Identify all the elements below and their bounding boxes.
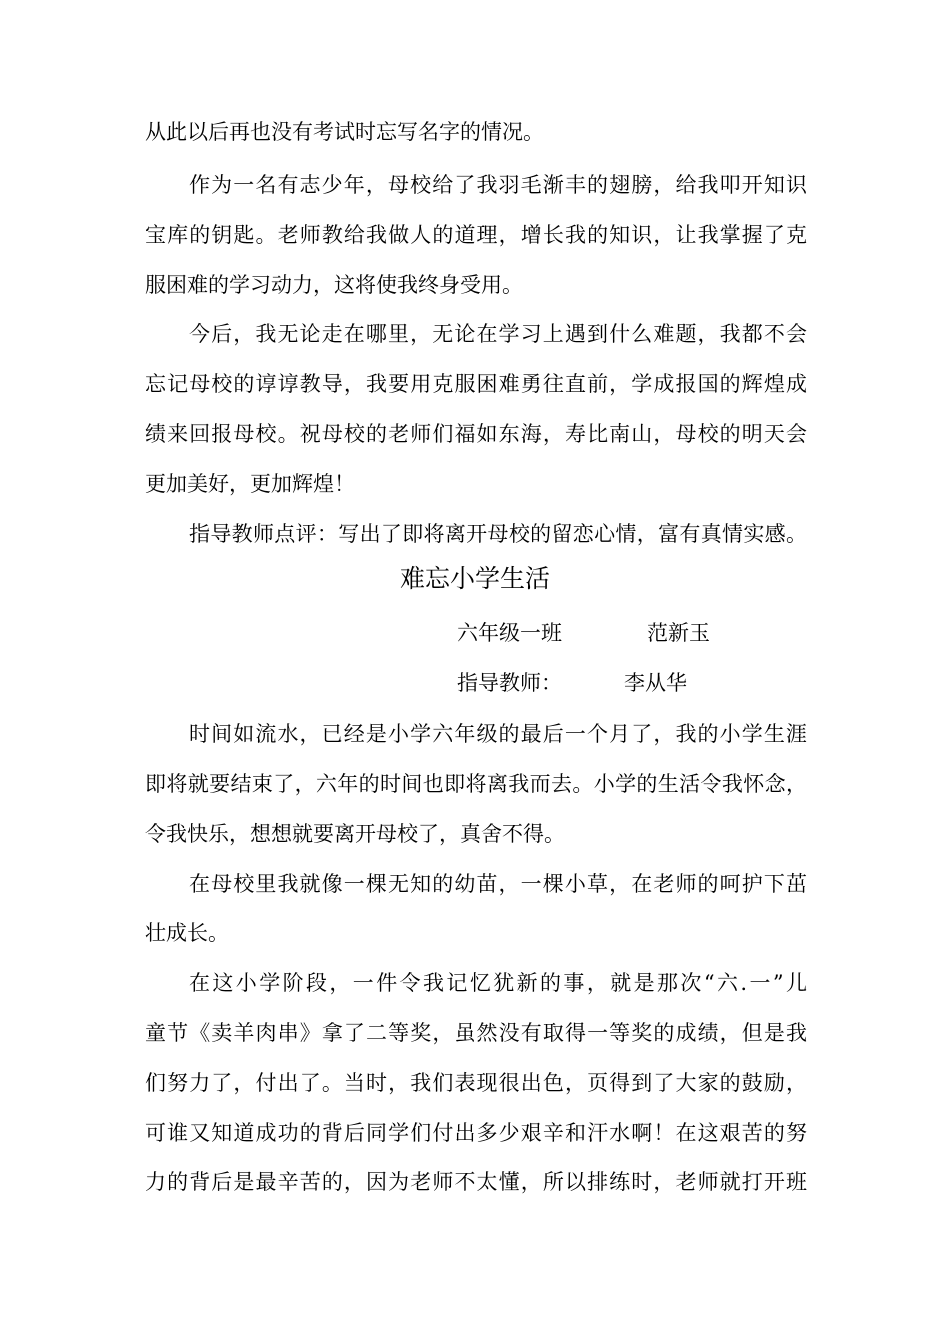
class-label: 六年级一班 [457,621,562,645]
prev-essay-paragraph-line: 更加美好，更加辉煌！ [145,472,355,496]
prev-essay-paragraph-line: 从此以后再也没有考试时忘写名字的情况。 [145,120,544,144]
prev-essay-paragraph-line: 忘记母校的谆谆教导，我要用克服困难勇往直前，学成报国的辉煌成 [145,372,807,396]
teacher-label: 指导教师： [457,671,562,695]
essay-paragraph-line: 可谁又知道成功的背后同学们付出多少艰辛和汗水啊！在这艰苦的努 [145,1121,807,1145]
essay-title: 难忘小学生活 [399,564,550,593]
prev-essay-paragraph-line: 服困难的学习动力，这将使我终身受用。 [145,273,523,297]
author-name: 范新玉 [647,621,710,645]
prev-essay-paragraph-line: 作为一名有志少年，母校给了我羽毛渐丰的翅膀，给我叩开知识 [189,173,807,197]
essay-paragraph-line: 即将就要结束了，六年的时间也即将离我而去。小学的生活令我怀念， [145,772,807,796]
essay-paragraph-line: 令我快乐，想想就要离开母校了，真舍不得。 [145,822,565,846]
prev-essay-paragraph-line: 宝库的钥匙。老师教给我做人的道理，增长我的知识，让我掌握了克 [145,223,807,247]
essay-paragraph-line: 力的背后是最辛苦的，因为老师不太懂，所以排练时，老师就打开班 [145,1170,807,1194]
teacher-name: 李从华 [624,671,687,695]
essay-paragraph-line: 壮成长。 [145,921,229,945]
essay-paragraph-line: 在母校里我就像一棵无知的幼苗，一棵小草，在老师的呵护下茁 [189,872,807,896]
prev-essay-paragraph-line: 绩来回报母校。祝母校的老师们福如东海，寿比南山，母校的明天会 [145,422,807,446]
teacher-comment: 指导教师点评：写出了即将离开母校的留恋心情，富有真情实感。 [189,522,807,546]
essay-paragraph-line: 童节《卖羊肉串》拿了二等奖，虽然没有取得一等奖的成绩，但是我 [145,1021,807,1045]
prev-essay-paragraph-line: 今后，我无论走在哪里，无论在学习上遇到什么难题，我都不会 [189,322,807,346]
essay-paragraph-line: 在这小学阶段，一件令我记忆犹新的事，就是那次“六.一”儿 [189,971,807,995]
essay-paragraph-line: 们努力了，付出了。当时，我们表现很出色，页得到了大家的鼓励， [145,1071,807,1095]
essay-paragraph-line: 时间如流水，已经是小学六年级的最后一个月了，我的小学生涯 [189,722,807,746]
